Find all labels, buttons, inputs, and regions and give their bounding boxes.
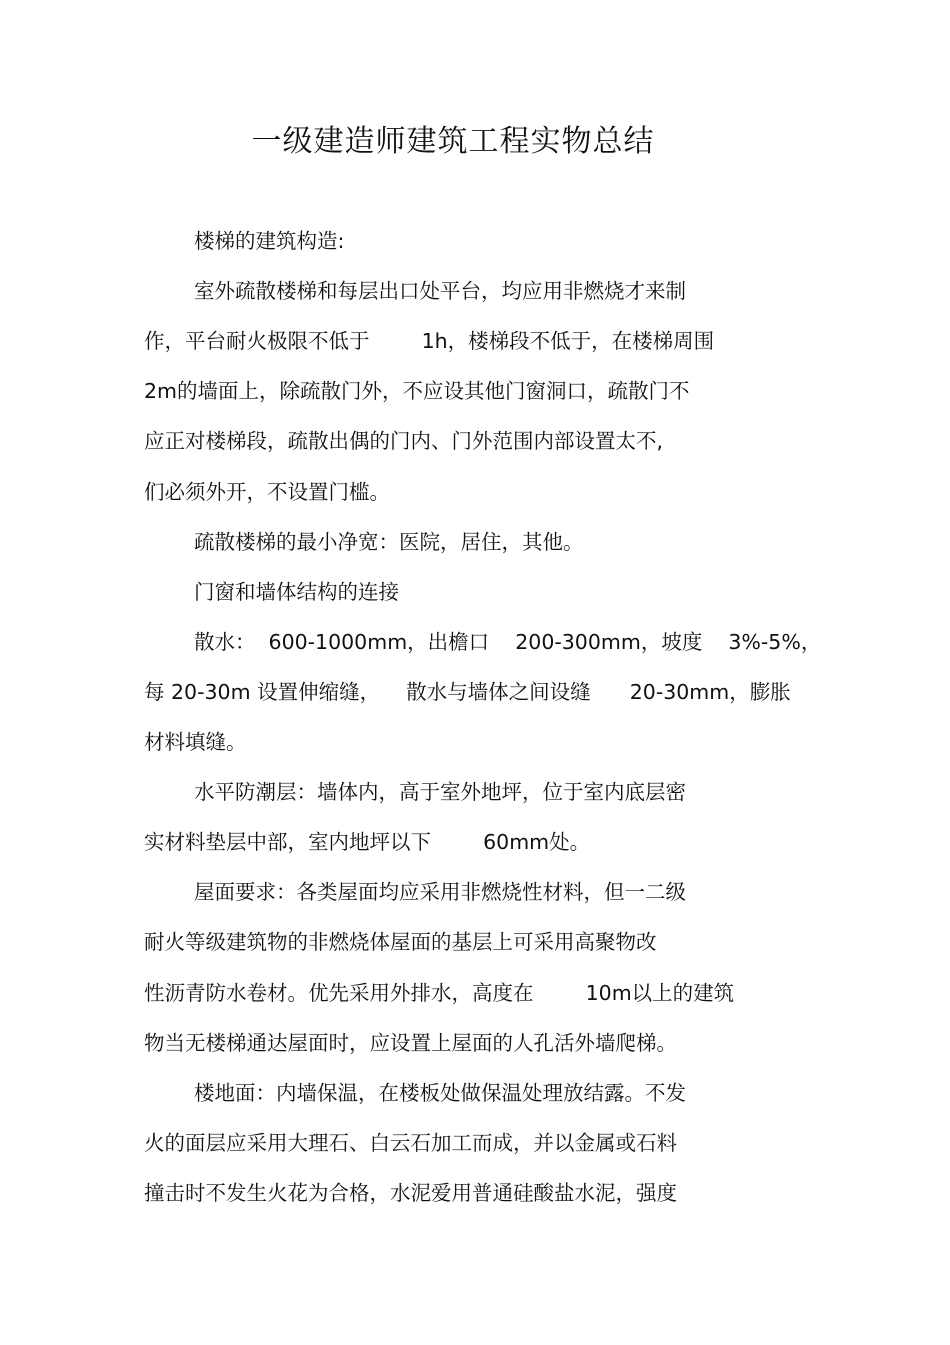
paragraph-line: 实材料垫层中部，室内地坪以下 60mm处。 <box>144 830 591 855</box>
paragraph-line: 作，平台耐火极限不低于 1h，楼梯段不低于，在楼梯周围 <box>144 329 715 354</box>
paragraph-line: 疏散楼梯的最小净宽：医院，居住，其他。 <box>194 529 584 554</box>
paragraph-line: 室外疏散楼梯和每层出口处平台，均应用非燃烧才来制 <box>194 279 686 304</box>
paragraph-line: 屋面要求：各类屋面均应采用非燃烧性材料，但一二级 <box>194 880 686 905</box>
document-title: 一级建造师建筑工程实物总结 <box>251 124 655 159</box>
paragraph-line: 物当无楼梯通达屋面时，应设置上屋面的人孔活外墙爬梯。 <box>144 1030 677 1055</box>
paragraph-line: 门窗和墙体结构的连接 <box>194 579 399 604</box>
paragraph-line: 火的面层应采用大理石、白云石加工而成，并以金属或石料 <box>144 1130 677 1155</box>
paragraph-line: 每 20-30m 设置伸缩缝， 散水与墙体之间设缝 20-30mm，膨胀 <box>144 679 791 704</box>
paragraph-line: 撞击时不发生火花为合格，水泥爱用普通硅酸盐水泥，强度 <box>144 1180 677 1205</box>
paragraph-line: 水平防潮层：墙体内，高于室外地坪，位于室内底层密 <box>194 780 686 805</box>
paragraph-line: 材料填缝。 <box>144 730 247 754</box>
paragraph-line: 2m的墙面上，除疏散门外，不应设其他门窗洞口，疏散门不 <box>144 379 690 404</box>
paragraph-line: 应正对楼梯段，疏散出偶的门内、门外范围内部设置太不, <box>144 429 664 454</box>
paragraph-line: 耐火等级建筑物的非燃烧体屋面的基层上可采用高聚物改 <box>144 930 657 955</box>
paragraph-line: 楼梯的建筑构造: <box>194 229 345 253</box>
paragraph-line: 散水： 600-1000mm，出檐口 200-300mm，坡度 3%-5%， <box>194 629 822 654</box>
paragraph-line: 们必须外开，不设置门槛。 <box>144 479 390 504</box>
paragraph-line: 性沥青防水卷材。优先采用外排水，高度在 10m以上的建筑 <box>144 980 735 1005</box>
paragraph-line: 楼地面：内墙保温，在楼板处做保温处理放结露。不发 <box>194 1080 686 1105</box>
